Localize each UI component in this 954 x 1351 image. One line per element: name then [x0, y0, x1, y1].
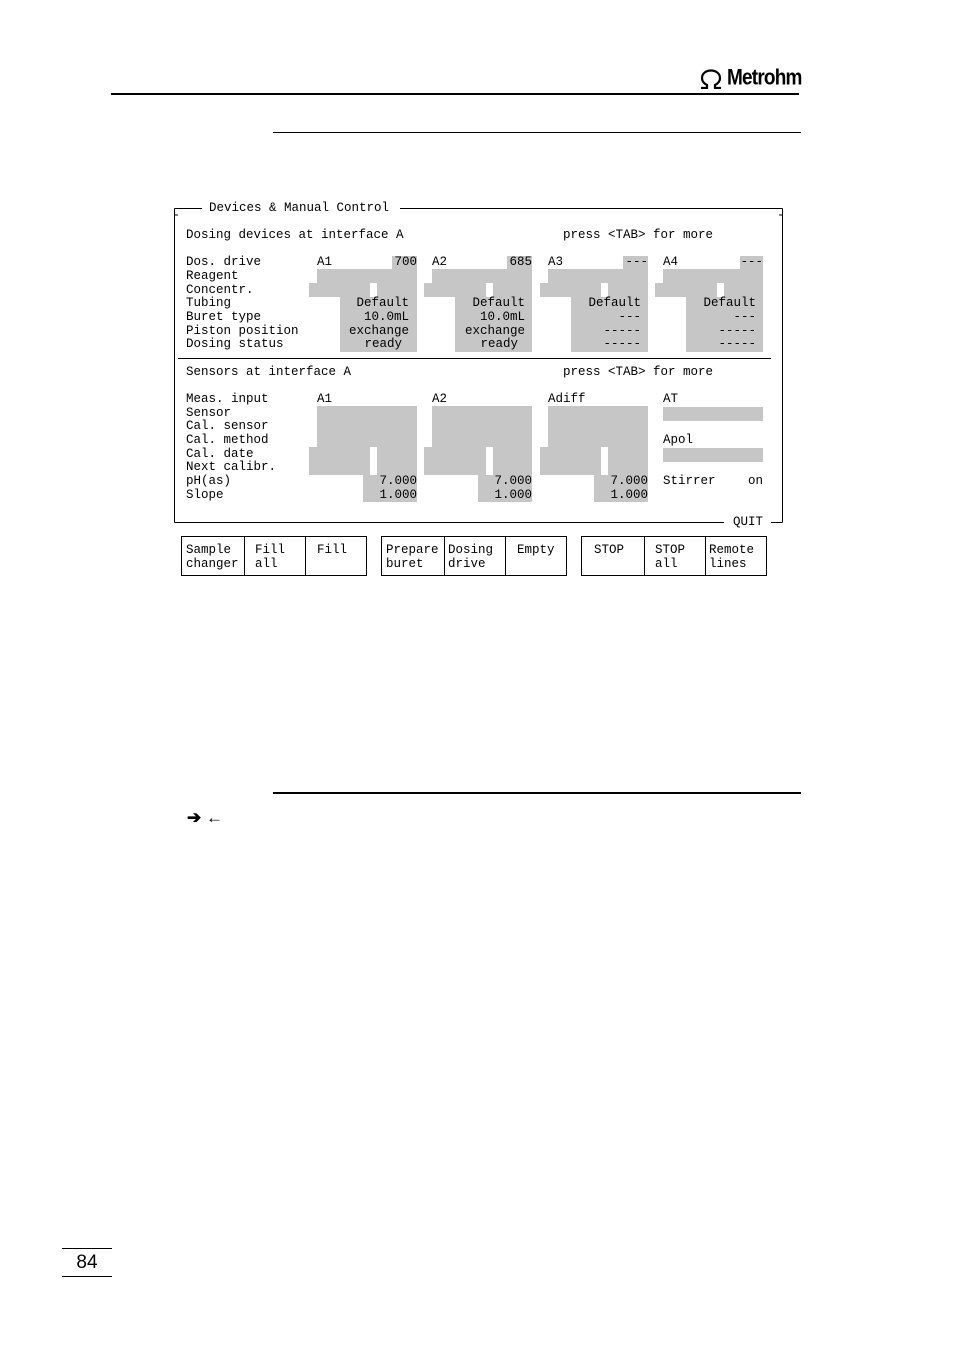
empty-button[interactable]: Empty: [517, 543, 555, 557]
dosing-drive-button[interactable]: Dosing drive: [448, 543, 494, 571]
row-label-dos-drive: Dos. drive: [186, 255, 262, 269]
window-title: Devices & Manual Control: [209, 201, 390, 215]
a2-drive-value: 685: [509, 255, 532, 269]
row-label-meas-input: Meas. input: [186, 392, 269, 406]
fill-all-button[interactable]: Fill all: [255, 543, 286, 571]
quit-label[interactable]: QUIT: [733, 515, 764, 529]
adiff-slope-value: 1.000: [610, 488, 648, 502]
a4-drive-value: ---: [740, 255, 763, 269]
sensor-col-a1: A1: [317, 392, 333, 406]
row-label-sensor: Sensor: [186, 406, 232, 420]
remote-lines-button[interactable]: Remote lines: [709, 543, 755, 571]
sensor-col-a2: A2: [432, 392, 448, 406]
sensor-a2-date-fields[interactable]: [424, 447, 532, 475]
sensor-a1-date-fields[interactable]: [309, 447, 417, 475]
row-label-cal-date: Cal. date: [186, 447, 254, 461]
sensor-a1-fields[interactable]: [317, 406, 417, 447]
dosing-a2-reagent-field[interactable]: [432, 269, 532, 283]
stirrer-label: Stirrer: [663, 474, 716, 488]
sensor-adiff-fields[interactable]: [548, 406, 648, 447]
dosing-a3-reagent-field[interactable]: [548, 269, 648, 283]
sensor-col-at: AT: [663, 392, 679, 406]
row-label-buret-type: Buret type: [186, 310, 262, 324]
sensors-heading: Sensors at interface A: [186, 365, 352, 379]
row-label-ph-as: pH(as): [186, 474, 232, 488]
devices-manual-control-screen: [0, 0, 954, 600]
row-label-cal-sensor: Cal. sensor: [186, 419, 269, 433]
brand-name: Metrohm: [727, 66, 802, 91]
a3-drive-value: ---: [625, 255, 648, 269]
row-label-next-calibr: Next calibr.: [186, 460, 277, 474]
sensors-tab-hint: press <TAB> for more: [563, 365, 714, 379]
a1-slope-value: 1.000: [379, 488, 417, 502]
adiff-ph-value: 7.000: [610, 474, 648, 488]
row-label-reagent: Reagent: [186, 269, 239, 283]
page-number: 84: [62, 1248, 112, 1277]
a1-tubing-value: Default: [356, 296, 409, 310]
dosing-a2-concentr-field[interactable]: [424, 283, 532, 297]
dosing-tab-hint: press <TAB> for more: [563, 228, 714, 242]
softkey-group-3: [581, 536, 767, 576]
dosing-a1-concentr-field[interactable]: [309, 283, 417, 297]
a3-buret-value: ---: [618, 310, 641, 324]
at-field[interactable]: [663, 407, 763, 421]
dosing-col-a1: A1: [317, 255, 333, 269]
dosing-col-a3: A3: [548, 255, 564, 269]
dosing-heading: Dosing devices at interface A: [186, 228, 404, 242]
a2-status-value: ready: [480, 337, 518, 351]
a2-slope-value: 1.000: [494, 488, 532, 502]
row-label-dosing-status: Dosing status: [186, 337, 284, 351]
row-label-tubing: Tubing: [186, 296, 232, 310]
a1-buret-value: 10.0mL: [363, 310, 409, 324]
a4-tubing-value: Default: [703, 296, 756, 310]
section-rule-bottom: [273, 792, 801, 794]
dosing-a1-reagent-field[interactable]: [317, 269, 417, 283]
a3-piston-value: -----: [603, 324, 641, 338]
a3-tubing-value: Default: [588, 296, 641, 310]
stop-button[interactable]: STOP: [594, 543, 625, 557]
softkey-group-2: [381, 536, 567, 576]
a2-tubing-value: Default: [472, 296, 525, 310]
row-label-slope: Slope: [186, 488, 224, 502]
apol-label: Apol: [663, 433, 694, 447]
dosing-a4-concentr-field[interactable]: [655, 283, 763, 297]
sensor-a2-fields[interactable]: [432, 406, 532, 447]
dosing-a4-reagent-field[interactable]: [663, 269, 763, 283]
sensor-col-adiff: Adiff: [548, 392, 586, 406]
sample-changer-button[interactable]: Sample changer: [186, 543, 239, 571]
fill-button[interactable]: Fill: [317, 543, 348, 557]
row-label-piston-position: Piston position: [186, 324, 299, 338]
dosing-a3-concentr-field[interactable]: [540, 283, 648, 297]
a2-ph-value: 7.000: [494, 474, 532, 488]
a2-piston-value: exchange: [464, 324, 525, 338]
a1-ph-value: 7.000: [379, 474, 417, 488]
stop-all-button[interactable]: STOP all: [655, 543, 686, 571]
a2-buret-value: 10.0mL: [479, 310, 525, 324]
a1-status-value: ready: [364, 337, 402, 351]
prepare-buret-button[interactable]: Prepare buret: [386, 543, 439, 571]
a1-drive-value: 700: [394, 255, 417, 269]
sensor-adiff-date-fields[interactable]: [540, 447, 648, 475]
a4-buret-value: ---: [733, 310, 756, 324]
a4-status-value: -----: [718, 337, 756, 351]
a4-piston-value: -----: [718, 324, 756, 338]
a1-piston-value: exchange: [348, 324, 409, 338]
softkey-group-1: [181, 536, 367, 576]
dosing-col-a4: A4: [663, 255, 679, 269]
a3-status-value: -----: [603, 337, 641, 351]
arrow-keys-icon: ➔ ←: [187, 808, 223, 827]
row-label-concentr: Concentr.: [186, 283, 254, 297]
dosing-col-a2: A2: [432, 255, 448, 269]
row-label-cal-method: Cal. method: [186, 433, 269, 447]
apol-field[interactable]: [663, 448, 763, 462]
stirrer-value[interactable]: on: [748, 474, 764, 488]
